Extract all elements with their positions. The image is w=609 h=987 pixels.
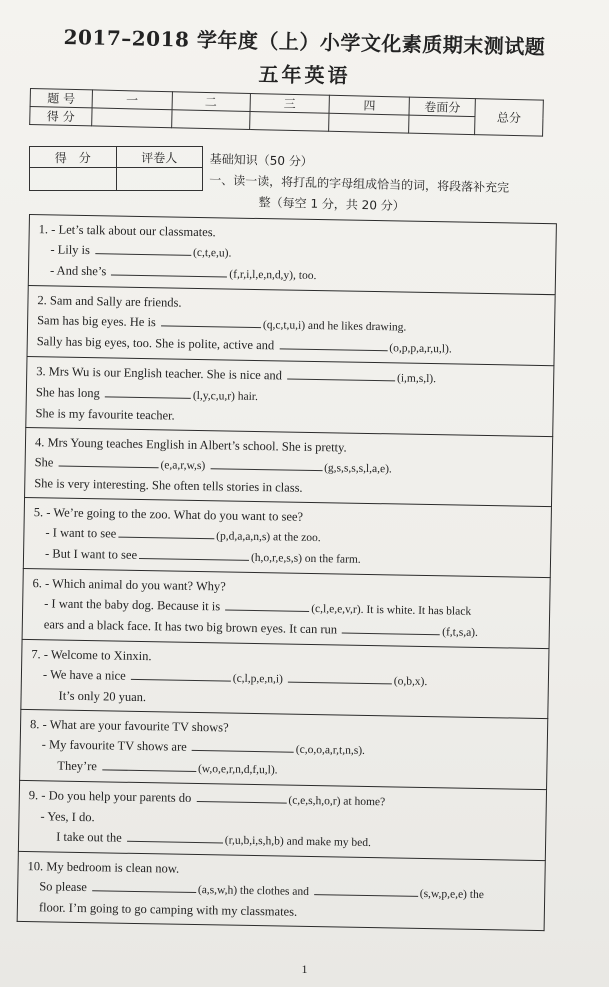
question-text: So please: [39, 879, 91, 895]
question-text: (i,m,s,l).: [396, 372, 437, 386]
question-text: (r,u,b,i,s,h,b) and make my bed.: [224, 834, 372, 850]
question-text: 8. - What are your favourite TV shows?: [29, 717, 229, 735]
score-cell: 卷面分: [409, 97, 475, 116]
answer-blank[interactable]: [92, 878, 196, 893]
grader-name-label: 评卷人: [116, 147, 202, 168]
question-text: - We have a nice: [42, 667, 129, 683]
answer-blank[interactable]: [58, 454, 158, 469]
score-cell: [409, 115, 475, 134]
grader-name-cell: [116, 168, 202, 191]
answer-blank[interactable]: [342, 621, 440, 636]
answer-blank[interactable]: [127, 829, 223, 844]
grader-table: [29, 146, 203, 191]
answer-blank[interactable]: [196, 789, 286, 804]
answer-blank[interactable]: [139, 546, 249, 561]
question-text: (c,l,e,e,v,r). It is white. It has black: [311, 602, 472, 618]
score-cell: [92, 108, 172, 128]
answer-blank[interactable]: [105, 384, 191, 398]
answer-blank[interactable]: [279, 336, 387, 351]
section-instruction-cont: 整（每空 1 分，共 20 分）: [258, 195, 405, 214]
score-cell: [171, 110, 249, 130]
question-text: They’re: [57, 758, 101, 774]
question-block: [25, 357, 554, 437]
question-text: - And she’s: [49, 263, 110, 279]
question-text: 2. Sam and Sally are friends.: [37, 293, 182, 310]
question-text: 3. Mrs Wu is our English teacher. She is nice and: [36, 364, 286, 383]
question-text: 1. - Let’s talk about our classmates.: [38, 222, 216, 240]
question-text: (e,a,r,w,s): [160, 459, 209, 473]
question-block: [24, 428, 553, 507]
question-list: [17, 214, 557, 931]
question-text: 4. Mrs Young teaches English in Albert’s school. She is pretty.: [34, 435, 347, 455]
answer-blank[interactable]: [225, 597, 309, 611]
answer-blank[interactable]: [288, 670, 392, 685]
question-text: (h,o,r,e,s,s) on the farm.: [250, 551, 361, 566]
question-text: (s,w,p,e,e) the: [419, 887, 484, 902]
score-cell: 一: [92, 90, 172, 110]
question-block: [27, 286, 556, 366]
answer-blank[interactable]: [287, 367, 395, 382]
question-text: (q,c,t,u,i) and he likes drawing.: [262, 319, 407, 334]
question-text: (c,e,s,h,o,r) at home?: [288, 794, 386, 809]
question-text: Sam has big eyes. He is: [37, 313, 160, 330]
score-table: [29, 88, 544, 137]
answer-blank[interactable]: [314, 882, 418, 897]
section-title: 基础知识（50 分）: [209, 151, 313, 169]
page-subtitle: 五年英语: [258, 62, 351, 88]
question-text: Sally has big eyes, too. She is polite, active and: [36, 334, 278, 353]
question-text: 9. - Do you help your parents do: [28, 788, 195, 805]
answer-blank[interactable]: [210, 456, 322, 471]
question-text: (a,s,w,h) the clothes and: [197, 884, 312, 899]
question-text: (c,t,e,u).: [192, 246, 232, 260]
question-text: 6. - Which animal do you want? Why?: [32, 576, 226, 594]
question-text: She is very interesting. She often tells stories in class.: [34, 476, 303, 495]
question-text: She: [34, 455, 57, 470]
grader-score-label: 得 分: [30, 147, 117, 168]
score-cell: [329, 113, 409, 133]
score-cell: 二: [172, 92, 250, 112]
question-text: (c,o,o,a,r,t,n,s).: [295, 743, 366, 757]
question-text: (o,p,p,a,r,u,l).: [389, 342, 452, 356]
answer-blank[interactable]: [161, 313, 261, 328]
question-text: It’s only 20 yuan.: [58, 688, 147, 705]
question-block: [23, 498, 552, 578]
grader-score-cell: [30, 168, 117, 191]
question-text: 7. - Welcome to Xinxin.: [31, 647, 152, 664]
question-text: 5. - We’re going to the zoo. What do you want to see?: [33, 505, 304, 524]
question-text: - But I want to see: [44, 546, 138, 562]
question-text: (p,d,a,a,n,s) at the zoo.: [216, 530, 321, 545]
answer-blank[interactable]: [95, 241, 191, 256]
question-text: - I want the baby dog. Because it is: [44, 596, 224, 614]
score-cell: 三: [250, 93, 330, 113]
question-text: (w,o,e,r,n,d,f,u,l).: [197, 763, 278, 777]
question-block: [17, 852, 546, 931]
question-text: She has long: [35, 385, 104, 401]
score-cell: 题 号: [30, 89, 92, 108]
question-block: [19, 710, 548, 790]
question-text: (f,t,s,a).: [442, 626, 479, 639]
answer-blank[interactable]: [192, 738, 294, 753]
section-heading: [208, 149, 550, 221]
question-block: [18, 781, 547, 861]
question-text: floor. I’m going to go camping with my classmates.: [38, 900, 298, 919]
answer-blank[interactable]: [111, 262, 227, 277]
score-cell-total: 总分: [475, 99, 544, 137]
question-text: - My favourite TV shows are: [41, 737, 190, 754]
answer-blank[interactable]: [118, 525, 214, 540]
score-cell: [249, 111, 329, 131]
question-text: (c,l,p,e,n,i): [232, 672, 286, 686]
question-text: (l,y,c,u,r) hair.: [192, 389, 259, 404]
page-number: 1: [301, 962, 308, 976]
question-text: - Lily is: [50, 242, 94, 258]
section-instruction: 一、读一读，将打乱的字母组成恰当的词，将段落补充完: [209, 172, 510, 195]
question-text: - Yes, I do.: [40, 809, 95, 825]
question-block: [28, 214, 557, 295]
answer-blank[interactable]: [102, 757, 196, 772]
question-text: 10. My bedroom is clean now.: [27, 859, 180, 876]
question-text: (o,b,x).: [393, 675, 428, 689]
score-cell: 得 分: [30, 107, 92, 126]
question-text: ears and a black face. It has two big brown eyes. It can run: [43, 617, 341, 637]
question-text: She is my favourite teacher.: [35, 406, 175, 423]
page-title: 2017–2018 学年度（上）小学文化素质期末测试题: [63, 24, 546, 60]
question-text: I take out the: [56, 829, 125, 845]
question-text: - I want to see: [45, 525, 117, 541]
score-cell: 四: [329, 95, 409, 115]
question-text: (f,r,i,l,e,n,d,y), too.: [229, 268, 317, 283]
answer-blank[interactable]: [131, 667, 231, 682]
question-text: (g,s,s,s,s,l,a,e).: [324, 462, 392, 476]
question-block: [20, 640, 549, 719]
question-block: [22, 569, 551, 649]
